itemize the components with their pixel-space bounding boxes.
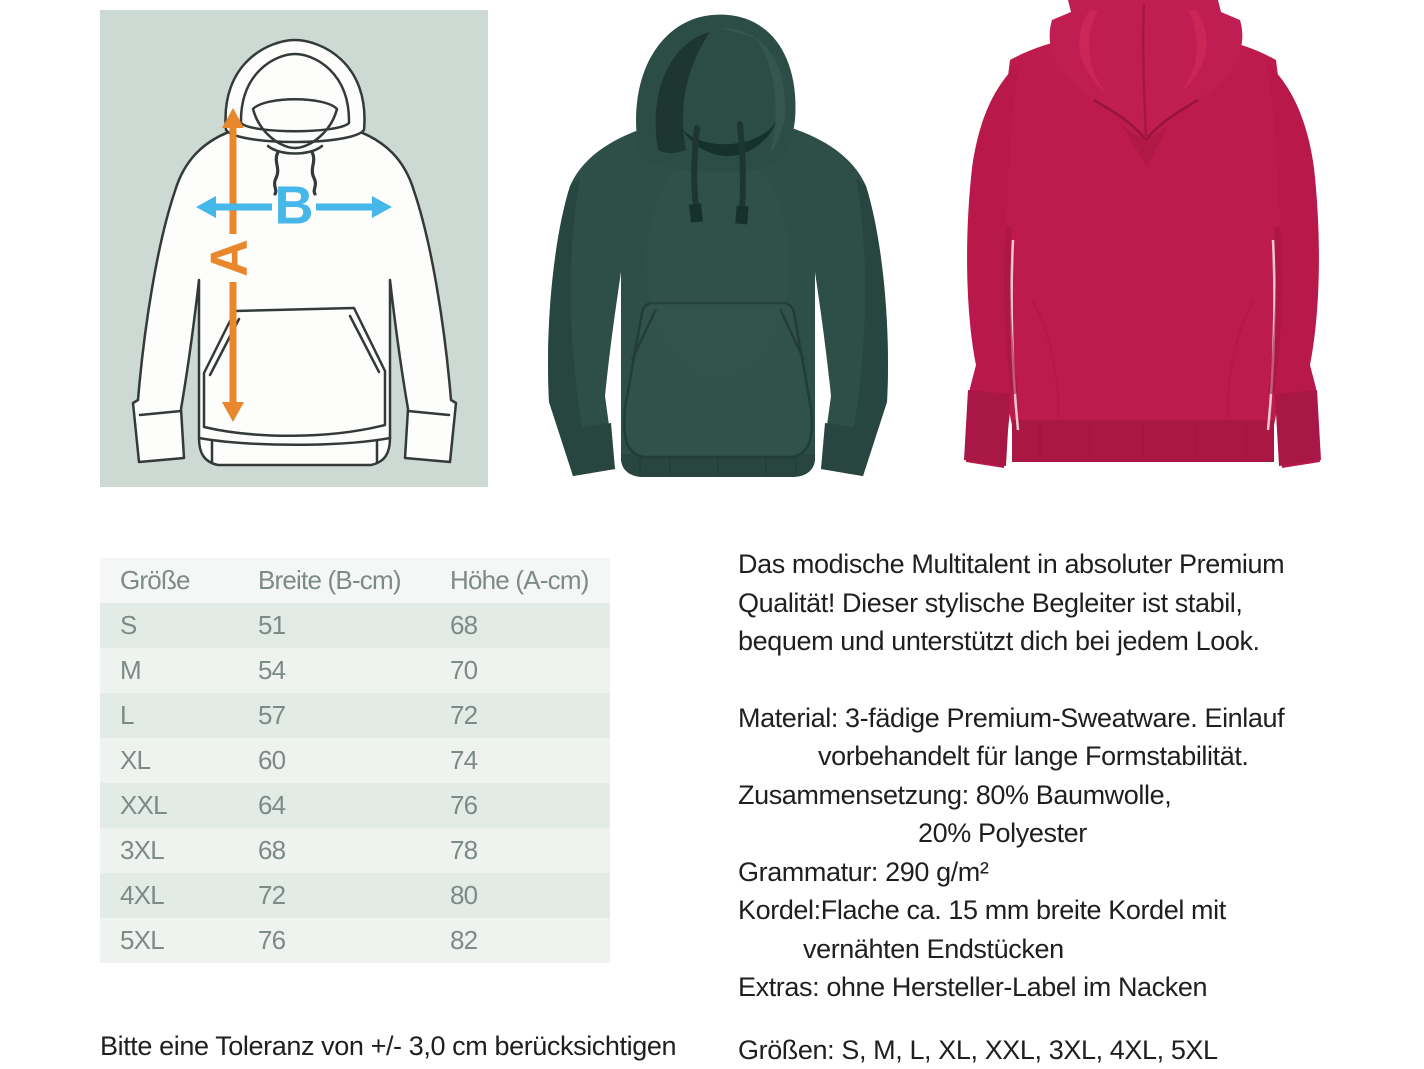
description-line-zusammensetzung: Zusammensetzung: 80% Baumwolle, xyxy=(738,776,1418,815)
cell-hoehe: 78 xyxy=(450,828,610,873)
table-row xyxy=(100,918,610,963)
description-line-extras: Extras: ohne Hersteller-Label im Nacken xyxy=(738,968,1418,1007)
product-description xyxy=(738,545,1418,1069)
cell-breite: 51 xyxy=(258,603,450,648)
cell-size: 5XL xyxy=(100,918,258,963)
description-line: vernähten Endstücken xyxy=(738,930,1418,969)
col-header-hoehe: Höhe (A-cm) xyxy=(450,558,610,603)
description-line: vorbehandelt für lange Formstabilität. xyxy=(738,737,1418,776)
cell-hoehe: 70 xyxy=(450,648,610,693)
cell-hoehe: 74 xyxy=(450,738,610,783)
col-header-groesse: Größe xyxy=(100,558,258,603)
green-hoodie-front-illustration xyxy=(540,8,896,490)
cell-breite: 76 xyxy=(258,918,450,963)
description-line: bequem und unterstützt dich bei jedem Look. xyxy=(738,622,1418,661)
cell-hoehe: 82 xyxy=(450,918,610,963)
description-line: Das modische Multitalent in absoluter Premium xyxy=(738,545,1418,584)
cell-size: XL xyxy=(100,738,258,783)
hoodie-outline-drawing xyxy=(133,40,456,465)
table-row xyxy=(100,828,610,873)
cell-size: XXL xyxy=(100,783,258,828)
product-photo-front-green xyxy=(540,8,896,490)
cell-breite: 57 xyxy=(258,693,450,738)
table-row xyxy=(100,873,610,918)
product-photo-back-red xyxy=(940,0,1345,490)
size-diagram-panel xyxy=(100,10,488,487)
label-b: B xyxy=(275,175,314,235)
size-table xyxy=(100,558,610,963)
cell-size: L xyxy=(100,693,258,738)
cell-size: 4XL xyxy=(100,873,258,918)
cell-size: S xyxy=(100,603,258,648)
cell-breite: 72 xyxy=(258,873,450,918)
col-header-breite: Breite (B-cm) xyxy=(258,558,450,603)
description-line-material: Material: 3-fädige Premium-Sweatware. Einlauf xyxy=(738,699,1418,738)
cell-breite: 54 xyxy=(258,648,450,693)
cell-breite: 64 xyxy=(258,783,450,828)
table-row xyxy=(100,783,610,828)
tolerance-note: Bitte eine Toleranz von +/- 3,0 cm berücksichtigen xyxy=(100,1031,676,1062)
cell-hoehe: 80 xyxy=(450,873,610,918)
description-line-groessen: Größen: S, M, L, XL, XXL, 3XL, 4XL, 5XL xyxy=(738,1031,1418,1069)
cell-hoehe: 76 xyxy=(450,783,610,828)
table-row xyxy=(100,648,610,693)
cell-size: M xyxy=(100,648,258,693)
description-line-kordel: Kordel:Flache ca. 15 mm breite Kordel mit xyxy=(738,891,1418,930)
cell-breite: 60 xyxy=(258,738,450,783)
red-hoodie-back-illustration xyxy=(940,0,1345,490)
cell-hoehe: 68 xyxy=(450,603,610,648)
table-row xyxy=(100,603,610,648)
hoodie-measurement-diagram xyxy=(100,10,488,487)
label-a: A xyxy=(201,239,259,277)
description-line: 20% Polyester xyxy=(738,814,1418,853)
table-row xyxy=(100,738,610,783)
description-line: Qualität! Dieser stylische Begleiter ist stabil, xyxy=(738,584,1418,623)
cell-size: 3XL xyxy=(100,828,258,873)
table-row xyxy=(100,693,610,738)
description-line-grammatur: Grammatur: 290 g/m² xyxy=(738,853,1418,892)
size-table-header-row xyxy=(100,558,610,603)
cell-breite: 68 xyxy=(258,828,450,873)
cell-hoehe: 72 xyxy=(450,693,610,738)
